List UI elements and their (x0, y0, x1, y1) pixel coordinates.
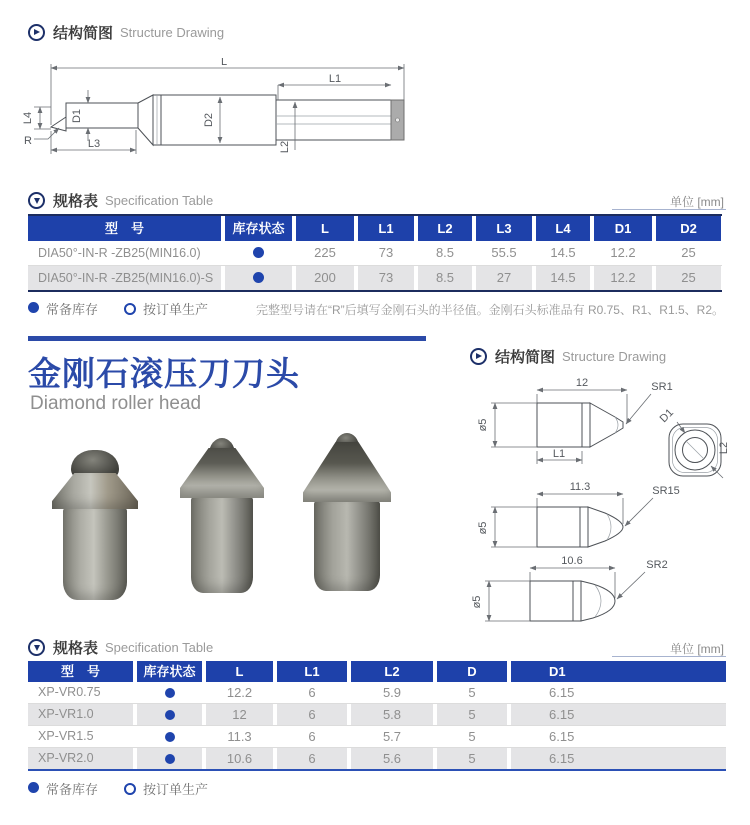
column-header: 型 号 (28, 216, 221, 241)
column-header: L2 (351, 661, 433, 682)
in-stock-dot (253, 272, 264, 283)
value-cell: 14.5 (536, 266, 590, 290)
dim-label-L3: L3 (87, 138, 101, 150)
endview-D1: D1 (657, 406, 677, 426)
cylinder-body (191, 497, 253, 593)
column-header: D (437, 661, 507, 682)
spec-table-2 (28, 661, 726, 771)
spec-table-1 (28, 214, 722, 292)
structure-drawing-header-2 (470, 346, 666, 366)
stock-legend (28, 779, 234, 798)
dim-dia-3: ø5 (471, 595, 483, 609)
value-cell: 10.6 (206, 748, 273, 769)
spec-header-en: Specification Table (105, 639, 214, 655)
dim-len-3: 10.6 (561, 555, 583, 567)
dim-label-L1: L1 (328, 73, 342, 85)
structure-header-zh: 结构简图 (53, 24, 114, 42)
cylinder-body (314, 501, 380, 591)
table-row (28, 241, 722, 265)
cone-head (180, 448, 264, 498)
value-cell: 14.5 (550, 245, 576, 260)
play-right-icon (470, 348, 487, 365)
column-header: 库存状态 (225, 216, 292, 241)
model-cell: XP-VR1.0 (28, 704, 133, 725)
unit-label: 单位 [mm] (670, 195, 724, 209)
play-down-icon (28, 192, 45, 209)
column-header: L1 (358, 216, 414, 241)
table-row (28, 748, 726, 769)
column-header: D2 (656, 216, 721, 241)
table-header-row (28, 661, 726, 682)
spec-header-zh: 规格表 (53, 639, 99, 657)
value-cell: 200 (296, 266, 354, 290)
unit-underline (612, 656, 726, 657)
cone-head (52, 473, 138, 509)
section-title-en: Diamond roller head (30, 393, 202, 414)
model-cell: XP-VR2.0 (28, 748, 133, 769)
structure-header-en: Structure Drawing (562, 348, 667, 364)
stock-status-cell (137, 704, 202, 725)
value-cell: 12 (206, 704, 273, 725)
table-row (28, 266, 722, 290)
value-cell: 12.2 (610, 245, 636, 260)
value-cell: 6.15 (549, 685, 575, 700)
value-cell: 225 (314, 245, 336, 260)
filled-dot-icon (28, 782, 39, 793)
dim-dia-2: ø5 (477, 521, 489, 535)
legend-item (124, 779, 208, 798)
column-header: L3 (476, 216, 532, 241)
value-cell: 25 (656, 266, 721, 290)
table-row (28, 682, 726, 703)
boring-bar-drawing (18, 58, 420, 160)
in-stock-dot (253, 247, 264, 258)
value-cell: 11.3 (227, 729, 252, 744)
model-cell: XP-VR1.5 (38, 729, 94, 743)
model-cell: DIA50°-IN-R -ZB25(MIN16.0)-S (28, 266, 221, 290)
column-header: L2 (418, 216, 472, 241)
cylinder-body (63, 508, 127, 600)
model-cell: XP-VR0.75 (38, 685, 101, 699)
value-cell: 6.15 (511, 748, 726, 769)
stock-status-cell (137, 748, 202, 769)
value-cell: 55.5 (491, 245, 517, 260)
value-cell: 6 (308, 729, 316, 744)
table-header-row (28, 216, 722, 241)
roller-head-photo-2 (180, 438, 264, 593)
legend-label: 常备库存 (46, 782, 99, 797)
section-divider-bar (28, 336, 426, 341)
column-header: L4 (536, 216, 590, 241)
structure-header-zh: 结构简图 (495, 348, 556, 366)
legend-label: 常备库存 (46, 302, 99, 317)
dim-label-D1: D1 (71, 108, 83, 124)
legend-item (28, 299, 98, 318)
value-cell: 12.2 (594, 266, 652, 290)
spec-table-header-2 (28, 637, 213, 657)
dim-L1: L1 (552, 448, 566, 460)
value-cell: 8.5 (418, 266, 472, 290)
column-header: L (206, 661, 273, 682)
in-stock-dot (165, 688, 175, 698)
in-stock-dot (165, 710, 175, 720)
play-down-icon (28, 639, 45, 656)
table-row (28, 726, 726, 747)
open-circle-icon (124, 783, 136, 795)
column-header: D1 (511, 661, 726, 682)
filled-dot-icon (28, 302, 39, 313)
in-stock-dot (165, 732, 175, 742)
value-cell: 6.15 (549, 729, 575, 744)
value-cell: 5.6 (351, 748, 433, 769)
value-cell: 8.5 (435, 245, 455, 260)
column-header: L1 (277, 661, 347, 682)
value-cell: 5.9 (382, 685, 402, 700)
section-title-zh: 金刚石滚压刀刀头 (28, 355, 300, 392)
value-cell: 6 (277, 704, 347, 725)
column-header: 型 号 (28, 661, 133, 682)
spec-header-en: Specification Table (105, 192, 214, 208)
value-cell: 6 (308, 685, 316, 700)
column-header: 库存状态 (137, 661, 202, 682)
value-cell: 12.2 (226, 685, 253, 700)
dim-label-R: R (24, 135, 32, 147)
play-right-icon (28, 24, 45, 41)
value-cell: 5 (437, 748, 507, 769)
value-cell: 6 (277, 748, 347, 769)
in-stock-dot (165, 754, 175, 764)
dim-SR1: SR1 (651, 381, 673, 393)
spec-table-header (28, 190, 213, 210)
dim-len-2: 11.3 (569, 481, 591, 493)
table-bottom-border (28, 290, 722, 292)
unit-underline (612, 209, 726, 210)
value-cell: 5 (437, 704, 507, 725)
endview-L2: L2 (718, 441, 730, 455)
structure-header-en: Structure Drawing (120, 24, 225, 40)
dim-len-1: 12 (575, 377, 589, 389)
cone-head (303, 442, 391, 502)
dim-SR2: SR2 (646, 559, 668, 571)
stock-status-cell (225, 241, 292, 265)
roller-head-drawings (455, 372, 750, 638)
value-cell: 27 (476, 266, 532, 290)
stock-status-cell (137, 726, 202, 747)
table-bottom-border (28, 769, 726, 771)
table-row (28, 704, 726, 725)
dim-label-L2: L2 (279, 140, 291, 154)
value-cell: 5 (468, 685, 476, 700)
open-circle-icon (124, 303, 136, 315)
structure-drawing-header (28, 22, 224, 42)
dim-dia-1: ø5 (477, 418, 489, 432)
dim-SR15: SR15 (652, 485, 680, 497)
legend-label: 按订单生产 (143, 302, 209, 317)
stock-legend (28, 299, 234, 318)
value-cell: 6.15 (511, 704, 726, 725)
spec-header-zh: 规格表 (53, 192, 99, 210)
value-cell: 73 (358, 266, 414, 290)
value-cell: 73 (378, 245, 394, 260)
stock-status-cell (137, 682, 202, 703)
value-cell: 25 (681, 245, 696, 260)
dim-label-D2: D2 (203, 112, 215, 128)
column-header: D1 (594, 216, 652, 241)
legend-item (28, 779, 98, 798)
legend-label: 按订单生产 (143, 782, 209, 797)
dim-label-L4: L4 (22, 111, 34, 125)
roller-head-photo-1 (52, 450, 138, 600)
roller-head-photo-3 (303, 433, 391, 591)
column-header: L (296, 216, 354, 241)
model-cell: DIA50°-IN-R -ZB25(MIN16.0) (38, 246, 201, 260)
value-cell: 5 (468, 729, 476, 744)
value-cell: 5.8 (351, 704, 433, 725)
unit-label: 单位 [mm] (670, 642, 724, 656)
legend-item (124, 299, 208, 318)
dim-label-L: L (220, 58, 228, 68)
value-cell: 5.7 (382, 729, 402, 744)
order-note: 完整型号请在“R”后填写金刚石头的半径值。金刚石头标准品有 R0.75、R1、R1.5、R2。 (255, 303, 724, 317)
stock-status-cell (225, 266, 292, 290)
